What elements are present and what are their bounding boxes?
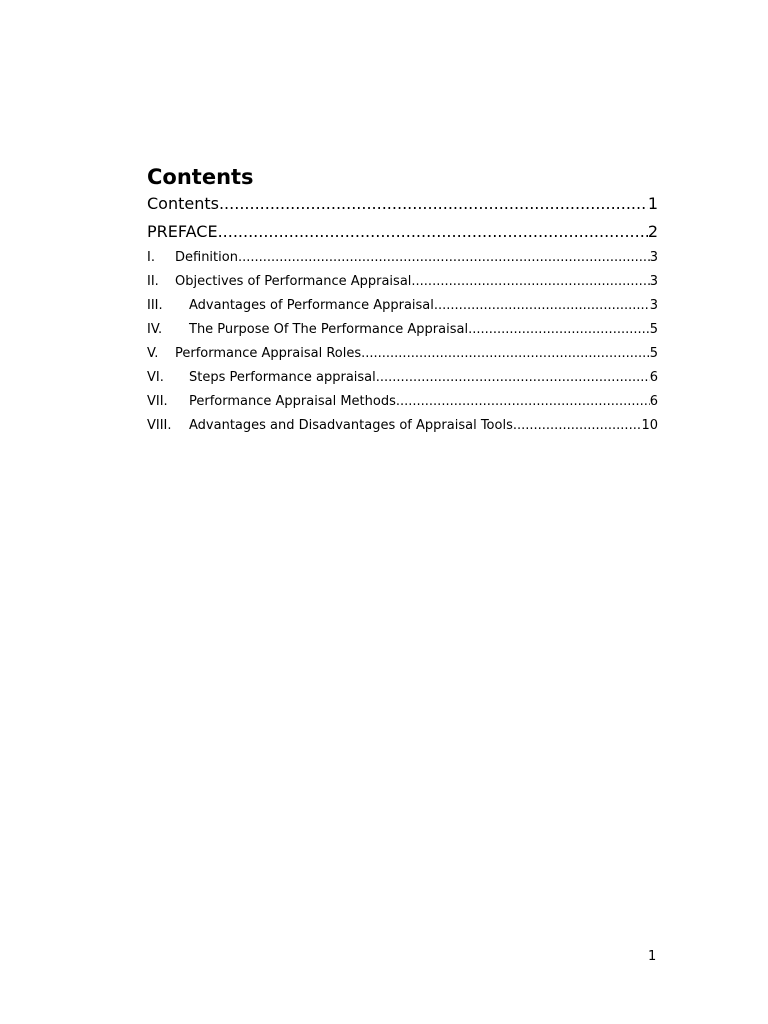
toc-entry-number: II. — [147, 274, 159, 289]
toc-entry-page: 1 — [647, 194, 658, 213]
toc-entry-purpose[interactable] — [147, 318, 658, 342]
toc-entry-title: Performance Appraisal Roles — [175, 346, 362, 361]
toc-entry-advantages[interactable] — [147, 294, 658, 318]
toc-entry-page: 5 — [649, 322, 658, 337]
toc-entry-title: Performance Appraisal Methods — [189, 394, 396, 409]
toc-entry-steps[interactable] — [147, 366, 658, 390]
page-number: 1 — [648, 949, 657, 964]
toc-dot-leader — [238, 246, 650, 270]
toc-entry-roles[interactable] — [147, 342, 658, 366]
toc-entry-title: Objectives of Performance Appraisal — [175, 274, 412, 289]
toc-dot-leader — [376, 366, 650, 390]
toc-entry-objectives[interactable] — [147, 270, 658, 294]
toc-entry-number: VII. — [147, 394, 168, 409]
toc-dot-leader — [396, 390, 650, 414]
toc-entry-page: 2 — [647, 222, 658, 241]
toc-entry-preface[interactable] — [147, 218, 658, 246]
toc-entry-definition[interactable] — [147, 246, 658, 270]
toc-entry-page: 6 — [649, 394, 658, 409]
toc-dot-leader — [361, 342, 650, 366]
toc-entry-number: VI. — [147, 370, 164, 385]
toc-dot-leader — [434, 294, 650, 318]
toc-entry-tools[interactable] — [147, 414, 658, 438]
toc-entry-title: PREFACE — [147, 222, 218, 241]
toc-dot-leader — [411, 270, 649, 294]
toc-entry-page: 3 — [649, 298, 658, 313]
toc-entry-page: 5 — [649, 346, 658, 361]
toc-entry-number: V. — [147, 346, 159, 361]
toc-dot-leader — [218, 218, 648, 246]
toc-entry-number: IV. — [147, 322, 163, 337]
toc-entry-page: 3 — [649, 250, 658, 265]
toc-heading: Contents — [147, 165, 254, 189]
toc-entry-methods[interactable] — [147, 390, 658, 414]
toc-dot-leader — [513, 414, 642, 438]
toc-entry-number: I. — [147, 250, 155, 265]
toc-entry-number: III. — [147, 298, 163, 313]
toc-entry-number: VIII. — [147, 418, 172, 433]
toc-entry-title: Steps Performance appraisal — [189, 370, 376, 385]
toc-dot-leader — [219, 190, 648, 218]
toc-entry-page: 6 — [649, 370, 658, 385]
toc-entry-title: The Purpose Of The Performance Appraisal — [189, 322, 469, 337]
toc-entry-title: Advantages of Performance Appraisal — [189, 298, 434, 313]
toc-entry-page: 10 — [641, 418, 658, 433]
table-of-contents — [147, 190, 658, 438]
toc-entry-title: Advantages and Disadvantages of Appraisal Tools — [189, 418, 513, 433]
toc-entry-contents[interactable] — [147, 190, 658, 218]
toc-dot-leader — [468, 318, 650, 342]
toc-entry-page: 3 — [649, 274, 658, 289]
toc-entry-title: Definition — [175, 250, 238, 265]
toc-entry-title: Contents — [147, 194, 219, 213]
